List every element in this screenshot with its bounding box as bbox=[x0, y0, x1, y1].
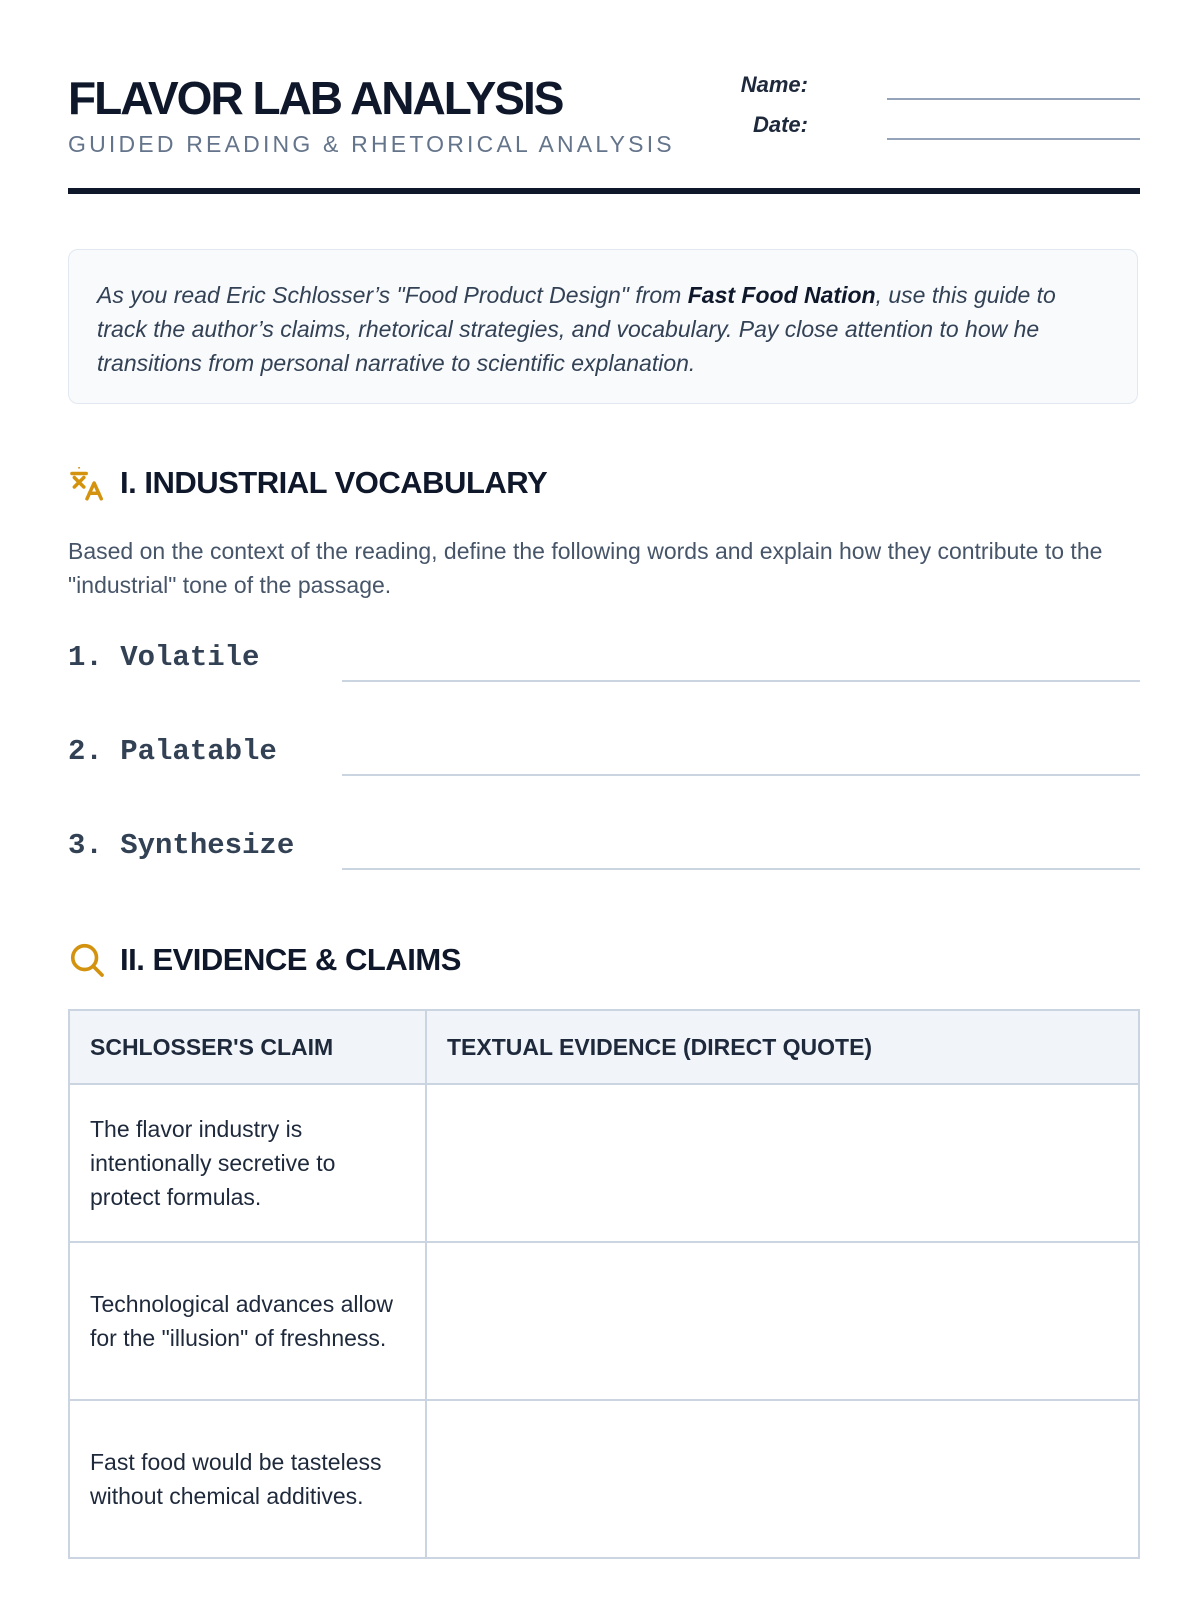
vocab-item bbox=[68, 824, 1140, 884]
vocab-term: 3. Synthesize bbox=[68, 829, 295, 862]
evidence-section-heading bbox=[68, 940, 461, 980]
vocab-answer-line[interactable] bbox=[342, 680, 1140, 682]
vocabulary-section-heading bbox=[68, 463, 547, 503]
date-input-line[interactable] bbox=[887, 138, 1140, 140]
table-header-row bbox=[69, 1010, 1139, 1084]
claim-cell: Fast food would be tasteless without chemical additives. bbox=[69, 1400, 426, 1558]
evidence-cell[interactable] bbox=[426, 1242, 1139, 1400]
evidence-section-title: II. EVIDENCE & CLAIMS bbox=[120, 942, 461, 977]
name-label: Name: bbox=[740, 72, 808, 97]
column-header-claim: SCHLOSSER'S CLAIM bbox=[69, 1010, 426, 1084]
name-input-line[interactable] bbox=[887, 98, 1140, 100]
table-row bbox=[69, 1084, 1139, 1242]
intro-text-before: As you read Eric Schlosser’s "Food Product Design" from bbox=[97, 282, 688, 308]
vocab-answer-line[interactable] bbox=[342, 868, 1140, 870]
page-title: FLAVOR LAB ANALYSIS bbox=[68, 72, 563, 124]
vocab-term: 2. Palatable bbox=[68, 735, 277, 768]
date-label: Date: bbox=[752, 112, 808, 137]
vocab-term: 1. Volatile bbox=[68, 641, 260, 674]
worksheet-header bbox=[68, 70, 1140, 195]
name-field-row bbox=[718, 70, 1140, 104]
vocab-answer-line[interactable] bbox=[342, 774, 1140, 776]
column-header-evidence: TEXTUAL EVIDENCE (DIRECT QUOTE) bbox=[426, 1010, 1139, 1084]
table-row bbox=[69, 1400, 1139, 1558]
translate-icon bbox=[68, 464, 106, 502]
vocab-item bbox=[68, 730, 1140, 790]
vocab-item bbox=[68, 636, 1140, 696]
intro-text-after: , use this guide to track the author’s claims, rhetorical strategies, and vocabulary. Pay close attention to how he transitions from personal narrative to scientific explanation. bbox=[97, 282, 1056, 376]
intro-callout bbox=[68, 249, 1138, 404]
claim-cell: Technological advances allow for the "illusion" of freshness. bbox=[69, 1242, 426, 1400]
evidence-table bbox=[68, 1009, 1140, 1559]
header-divider bbox=[68, 188, 1140, 194]
table-row bbox=[69, 1242, 1139, 1400]
vocabulary-section-title: I. INDUSTRIAL VOCABULARY bbox=[120, 465, 548, 500]
vocabulary-instructions: Based on the context of the reading, define the following words and explain how they contribute to the "industrial" tone of the passage. bbox=[68, 538, 1103, 598]
search-icon bbox=[68, 941, 106, 979]
intro-book-title: Fast Food Nation bbox=[687, 282, 876, 308]
claim-cell: The flavor industry is intentionally secretive to protect formulas. bbox=[69, 1084, 426, 1242]
evidence-cell[interactable] bbox=[426, 1084, 1139, 1242]
page-subtitle: GUIDED READING & RHETORICAL ANALYSIS bbox=[68, 131, 675, 157]
evidence-cell[interactable] bbox=[426, 1400, 1139, 1558]
date-field-row bbox=[718, 110, 1140, 144]
